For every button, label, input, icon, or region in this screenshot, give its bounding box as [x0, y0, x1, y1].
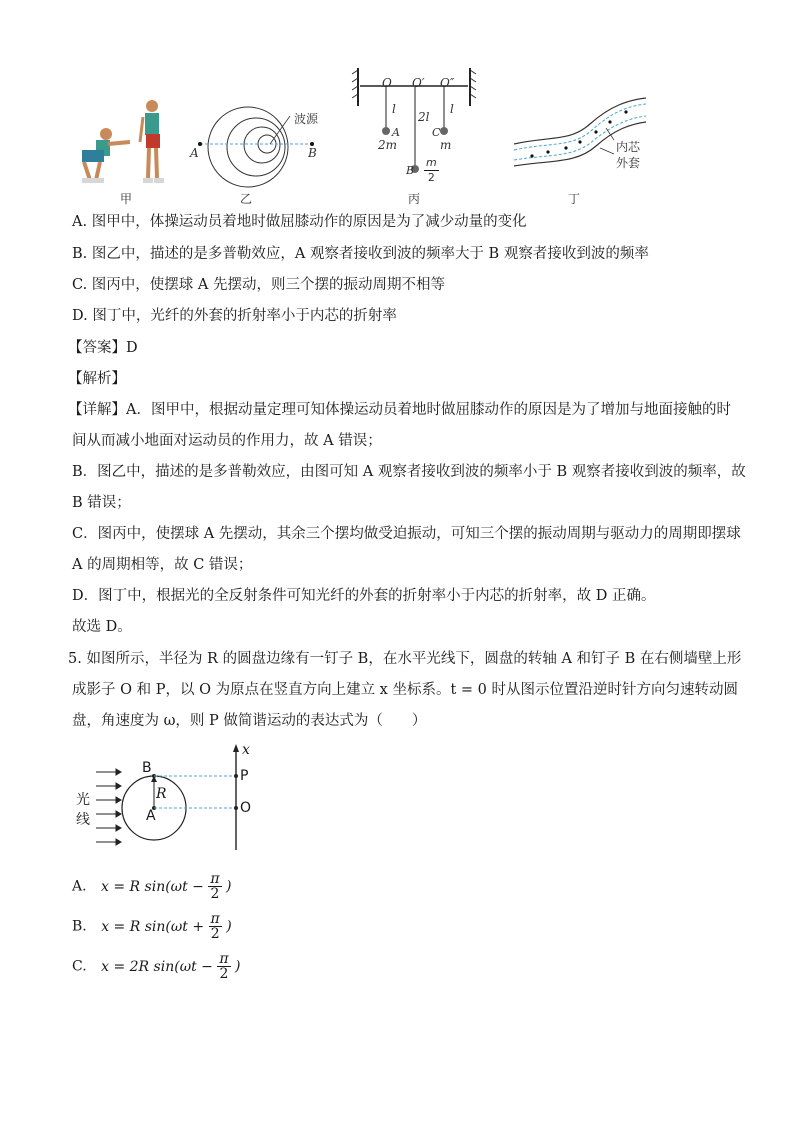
q4-figures: [62, 62, 742, 212]
label-x-axis: x: [242, 742, 250, 758]
answer-label: 【答案】D: [68, 340, 138, 356]
label-light: 光线: [76, 792, 90, 828]
label-mass-b: [424, 156, 439, 185]
label-mass-a: 2m: [378, 138, 398, 152]
analysis-line-1: 【详解】A．图甲中，根据动量定理可知体操运动员着地时做屈膝动作的原因是为了增加与地面接触的时: [68, 402, 731, 418]
q5-option-c-den: 2: [219, 966, 229, 982]
q5-option-c-letter: C.: [72, 958, 87, 975]
label-p: P: [240, 768, 249, 784]
label-r: R: [156, 786, 167, 802]
q5-option-a-letter: A.: [72, 878, 87, 895]
q5-option-c-num: π: [219, 951, 229, 967]
q5-line-2: 成影子 O 和 P，以 O 为原点在竖直方向上建立 x 坐标系。t = 0 时从图示位置沿逆时针方向匀速转动圆: [72, 682, 738, 698]
analysis-line-7: D．图丁中，根据光的全反射条件可知光纤的外套的折射率小于内芯的折射率，故 D 正确。: [72, 588, 656, 604]
q5-option-c-fraction: [217, 952, 230, 981]
q4-option-a: A. 图甲中，体操运动员着地时做屈膝动作的原因是为了减少动量的变化: [72, 214, 527, 230]
analysis-line-4: B 错误；: [72, 495, 131, 511]
q5-option-a-fraction: [208, 872, 221, 901]
q5-option-b-suffix: ): [226, 918, 232, 935]
caption-ding: 丁: [568, 192, 581, 206]
q5-option-c: [72, 952, 241, 981]
figure-jia-gymnasts: [68, 62, 178, 207]
q4-option-b: B. 图乙中，描述的是多普勒效应，A 观察者接收到波的频率大于 B 观察者接收到波的频率: [72, 246, 649, 262]
label-mass-b-num: m: [426, 156, 437, 169]
label-o: O: [382, 76, 392, 90]
q5-option-b-prefix: x = R sin(ωt +: [101, 918, 205, 935]
q5-option-b-fraction: [209, 912, 222, 941]
label-b-nail: B: [142, 760, 152, 776]
analysis-line-3: B．图乙中，描述的是多普勒效应，由图可知 A 观察者接收到波的频率小于 B 观察者接收到波的频率，故: [72, 464, 746, 480]
caption-jia: 甲: [120, 192, 133, 206]
q5-option-b: [72, 912, 232, 941]
q5-option-c-prefix: x = 2R sin(ωt −: [101, 958, 213, 975]
label-a-axis: A: [146, 808, 156, 824]
analysis-line-5: C．图丙中，使摆球 A 先摆动，其余三个摆均做受迫振动，可知三个摆的振动周期与驱动力的周期即摆球: [72, 526, 741, 542]
label-length-b: 2l: [418, 110, 430, 124]
q5-option-a: [72, 872, 231, 901]
label-ball-a: A: [392, 126, 400, 139]
q5-option-b-letter: B.: [72, 918, 87, 935]
q5-line-3: 盘，角速度为 ω，则 P 做简谐运动的表达式为（ ）: [72, 713, 427, 729]
label-inner-core: 内芯: [616, 140, 641, 154]
caption-bing: 丙: [408, 192, 421, 206]
q5-option-a-num: π: [210, 871, 220, 887]
label-outer-cladding: 外套: [616, 156, 641, 170]
q4-option-d: D. 图丁中，光纤的外套的折射率小于内芯的折射率: [72, 308, 397, 324]
q5-line-1: 5. 如图所示，半径为 R 的圆盘边缘有一钉子 B，在水平光线下，圆盘的转轴 A 和钉子 B 在右侧墙壁上形: [68, 651, 742, 667]
analysis-label: 【解析】: [68, 371, 126, 387]
caption-yi: 乙: [240, 192, 253, 206]
label-yi-b: B: [308, 146, 317, 160]
label-length-a: l: [392, 102, 396, 116]
q5-option-a-den: 2: [210, 886, 220, 902]
label-ball-b: B: [406, 164, 415, 177]
q5-option-c-suffix: ): [235, 958, 241, 975]
label-o-origin: O: [240, 800, 252, 816]
analysis-line-2: 间从而减小地面对运动员的作用力，故 A 错误；: [72, 433, 382, 449]
analysis-line-6: A 的周期相等，故 C 错误；: [72, 557, 253, 573]
label-ball-c: C: [432, 126, 441, 139]
analysis-line-8: 故选 D。: [72, 619, 132, 635]
q4-option-c: C. 图丙中，使摆球 A 先摆动，则三个摆的振动周期不相等: [72, 277, 445, 293]
q5-option-b-num: π: [210, 911, 220, 927]
label-mass-b-den: 2: [427, 171, 435, 184]
label-o-double-prime: O″: [440, 76, 455, 90]
label-mass-c: m: [440, 138, 452, 152]
q5-option-a-prefix: x = R sin(ωt −: [101, 878, 204, 895]
label-length-c: l: [450, 102, 454, 116]
label-wave-source: 波源: [294, 112, 319, 126]
label-yi-a: A: [190, 146, 199, 160]
q5-option-a-suffix: ): [226, 878, 232, 895]
q5-option-b-den: 2: [210, 926, 220, 942]
label-o-prime: O′: [412, 76, 425, 90]
